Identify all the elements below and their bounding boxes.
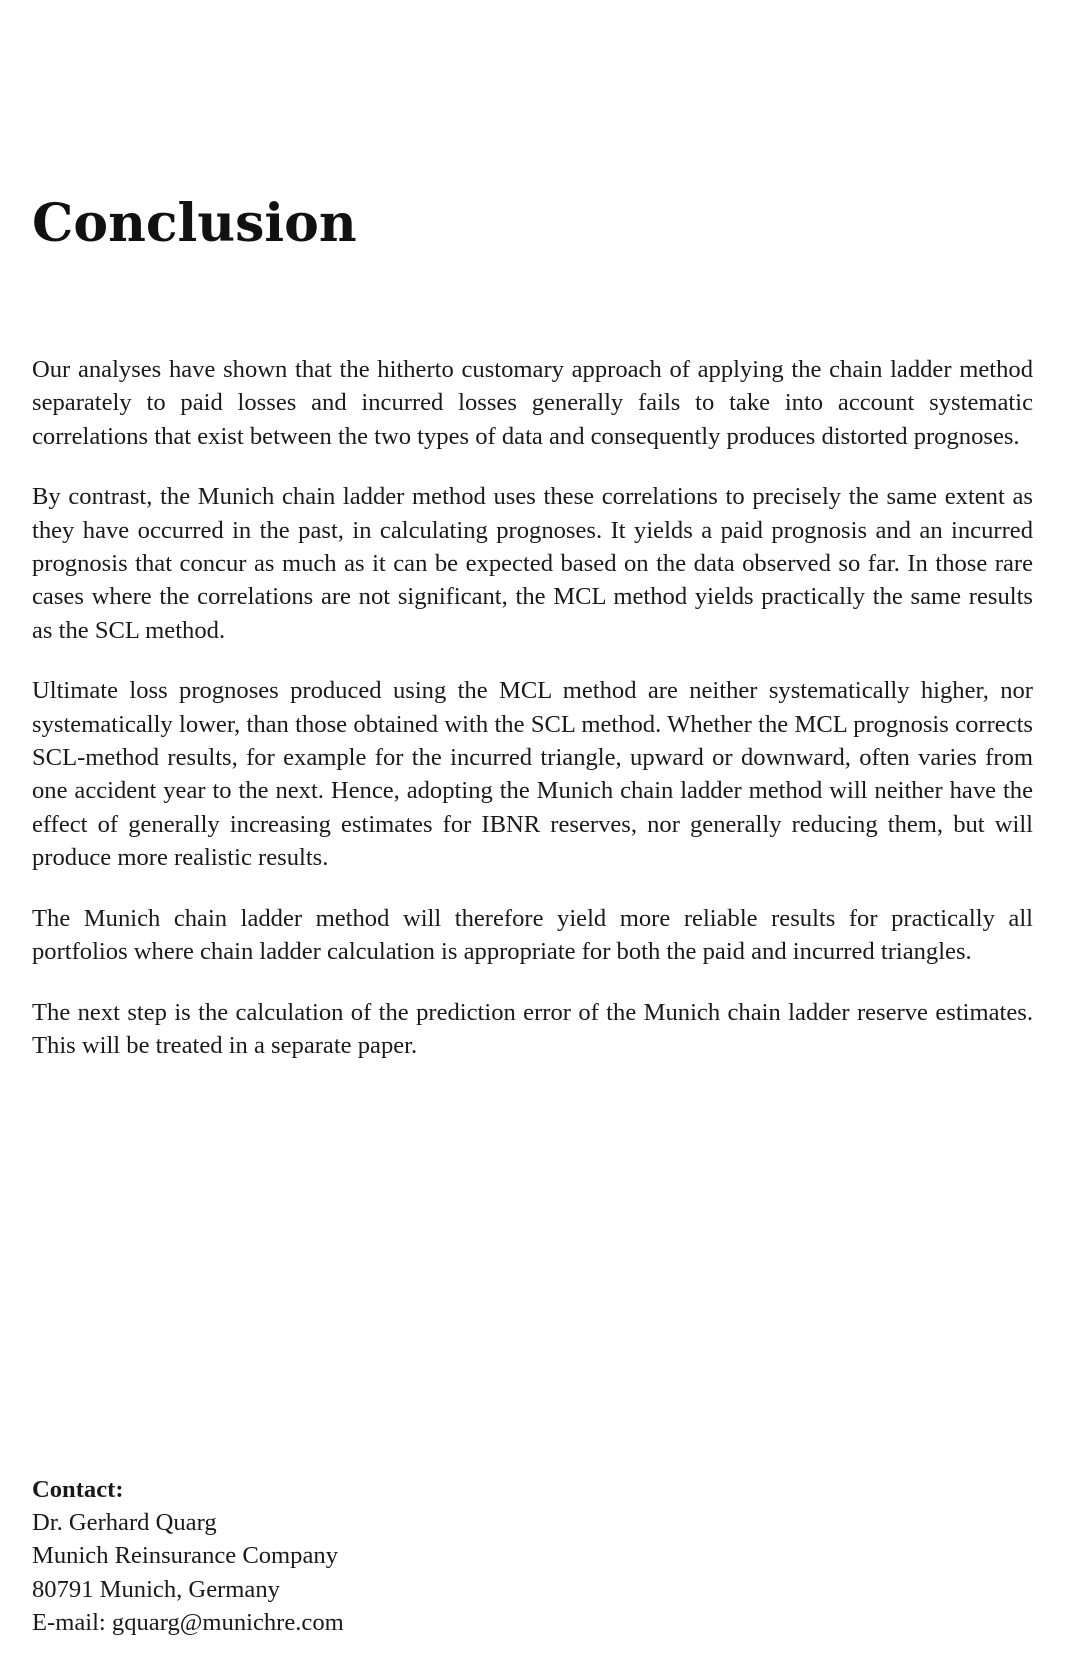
paragraph-1: Our analyses have shown that the hitherto customary approach of applying the chain ladder method separately to paid losses and incurred losses generally fails to take into account systematic correlations that exist between the two types of data and consequently produces distorted prognoses. [32,356,1033,450]
contact-name: Dr. Gerhard Quarg [32,1509,217,1537]
paragraph-5: The next step is the calculation of the prediction error of the Munich chain ladder reserve estimates. This will be treated in a separate paper. [32,998,1033,1059]
page-title: Conclusion [32,193,357,254]
paragraph-2: By contrast, the Munich chain ladder method uses these correlations to precisely the same extent as they have occurred in the past, in calculating prognoses. It yields a paid prognosis and an incurred prognosis that concur as much as it can be expected based on the data observed so far. In those rare cases where the correlations are not significant, the MCL method yields practically the same results as the SCL method. [32,483,1033,644]
paragraph-4: The Munich chain ladder method will therefore yield more reliable results for practically all portfolios where chain ladder calculation is appropriate for both the paid and incurred triangles. [32,904,1033,966]
paragraph-3: Ultimate loss prognoses produced using the MCL method are neither systematically higher, nor systematically lower, than those obtained with the SCL method. Whether the MCL prognosis corrects SCL-method results, for example for the incurred triangle, upward or downward, often varies from one accident year to the next. Hence, adopting the Munich chain ladder method will neither have the effect of generally increasing estimates for IBNR reserves, nor generally reducing them, but will produce more realistic results. [32,677,1033,872]
contact-company: Munich Reinsurance Company [32,1542,338,1570]
contact-heading: Contact: [32,1476,124,1503]
contact-email: E-mail: gquarg@munichre.com [32,1608,344,1636]
body-text [32,353,1033,1089]
contact-block [32,1473,632,1639]
contact-address: 80791 Munich, Germany [32,1575,280,1603]
